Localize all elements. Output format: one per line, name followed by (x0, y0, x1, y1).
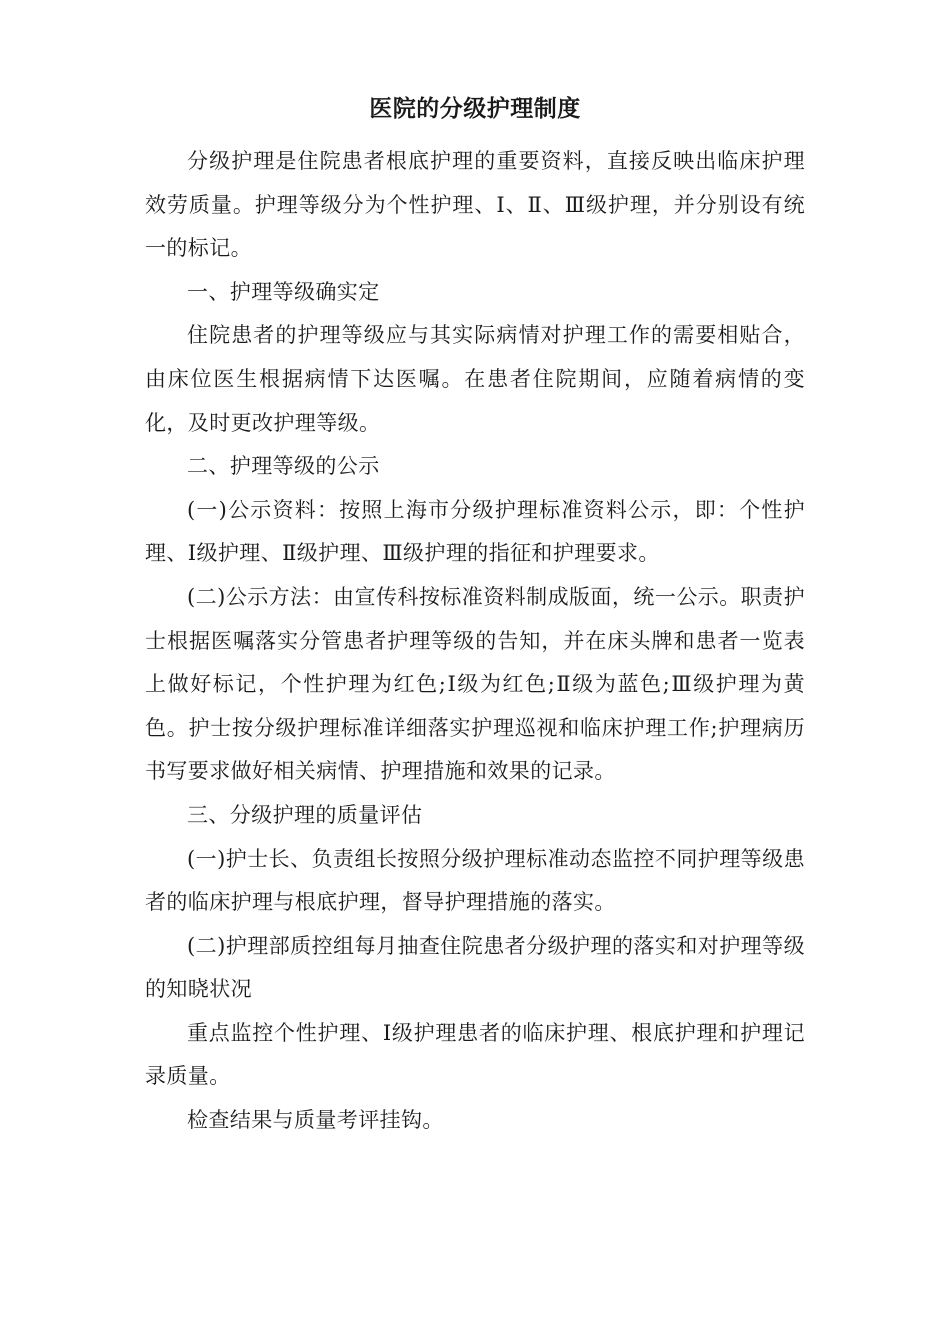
paragraph-key-monitoring: 重点监控个性护理、Ⅰ级护理患者的临床护理、根底护理和护理记录质量。 (145, 1020, 805, 1089)
paragraph-intro: 分级护理是住院患者根底护理的重要资料，直接反映出临床护理效劳质量。护理等级分为个性护理、Ⅰ、Ⅱ、Ⅲ级护理，并分别设有统一的标记。 (145, 149, 805, 261)
paragraph-publicity-content: (一)公示资料：按照上海市分级护理标准资料公示，即：个性护理、Ⅰ级护理、Ⅱ级护理、Ⅲ级护理的指征和护理要求。 (145, 497, 805, 566)
document-title: 医院的分级护理制度 (369, 96, 581, 122)
section-heading-1: 一、护理等级确实定 (187, 279, 380, 304)
section-heading-2: 二、护理等级的公示 (187, 454, 380, 479)
paragraph-level-determination: 住院患者的护理等级应与其实际病情对护理工作的需要相贴合，由床位医生根据病情下达医嘱。在患者住院期间，应随着病情的变化，及时更改护理等级。 (145, 323, 805, 435)
section-heading-3: 三、分级护理的质量评估 (187, 802, 423, 827)
paragraph-evaluation-2: (二)护理部质控组每月抽查住院患者分级护理的落实和对护理等级的知晓状况 (145, 933, 805, 1002)
paragraph-publicity-method: (二)公示方法：由宣传科按标准资料制成版面，统一公示。职责护士根据医嘱落实分管患者护理等级的告知，并在床头牌和患者一览表上做好标记，个性护理为红色;Ⅰ级为红色;Ⅱ级为蓝色;Ⅲ级护理为黄色。护士按分级护理标准详细落实护理巡视和临床护理工作;护理病历书写要求做好相关病情、护理措施和效果的记录。 (145, 584, 805, 784)
document-body (145, 140, 805, 1143)
paragraph-evaluation-1: (一)护士长、负责组长按照分级护理标准动态监控不同护理等级患者的临床护理与根底护理，督导护理措施的落实。 (145, 846, 805, 915)
paragraph-result-linkage: 检查结果与质量考评挂钩。 (187, 1108, 444, 1133)
